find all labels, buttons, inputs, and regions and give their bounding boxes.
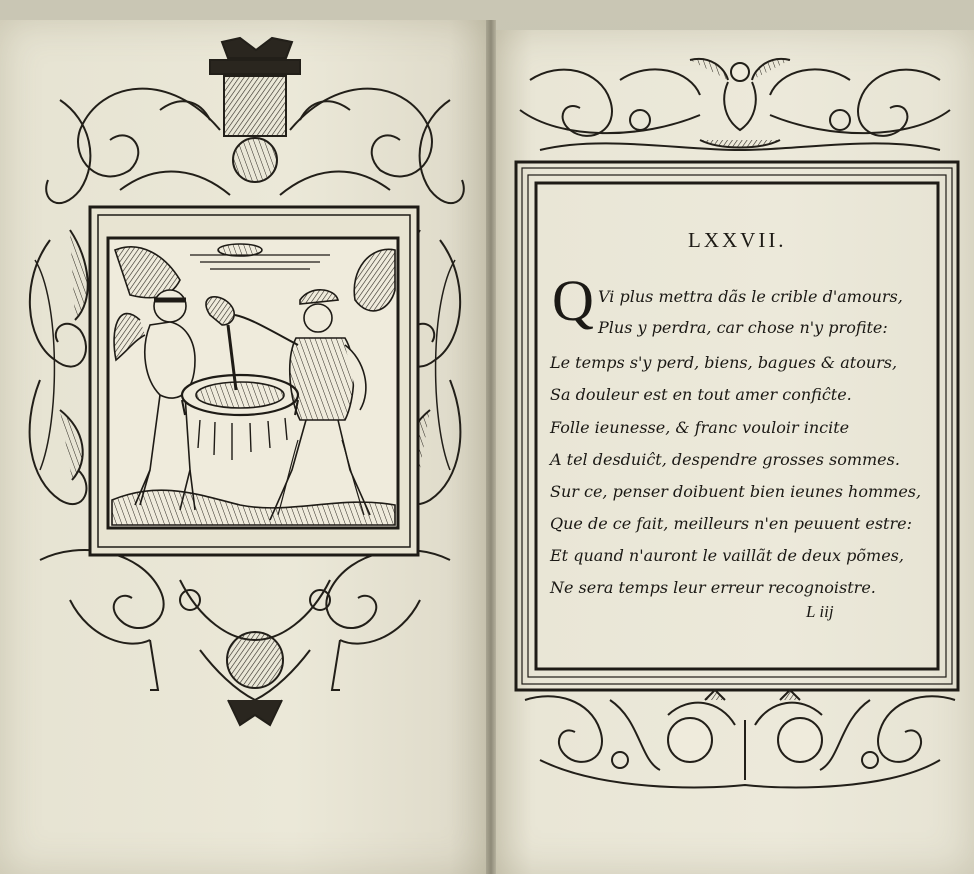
poem-line: Ne sera temps leur erreur recognoistre. [550,578,876,597]
drop-cap: Q [552,268,594,333]
poem-line: A tel desduiĉt, despendre grosses sommes. [550,450,900,469]
right-bottom-frieze [525,690,955,787]
signature-mark: L iij [806,602,834,621]
poem-line: Que de ce fait, meilleurs n'en peuuent estre: [550,514,912,533]
poem-line: Sa douleur est en tout amer confiĉte. [550,385,852,404]
poem-line: Vi plus mettra dãs le crible d'amours, [598,287,903,306]
poem-line: Folle ieunesse, & franc vouloir incite [550,418,850,437]
poem-line: Et quand n'auront le vaillãt de deux põmes, [550,546,904,565]
poem-line: Plus y perdra, car chose n'y profite: [598,318,888,337]
poem-line: Le temps s'y perd, biens, bagues & atours, [550,353,898,372]
poem-line: Sur ce, penser doibuent bien ieunes hommes, [550,482,922,501]
right-top-frieze [520,59,950,150]
stanza-number: LXXVII. [688,228,787,252]
